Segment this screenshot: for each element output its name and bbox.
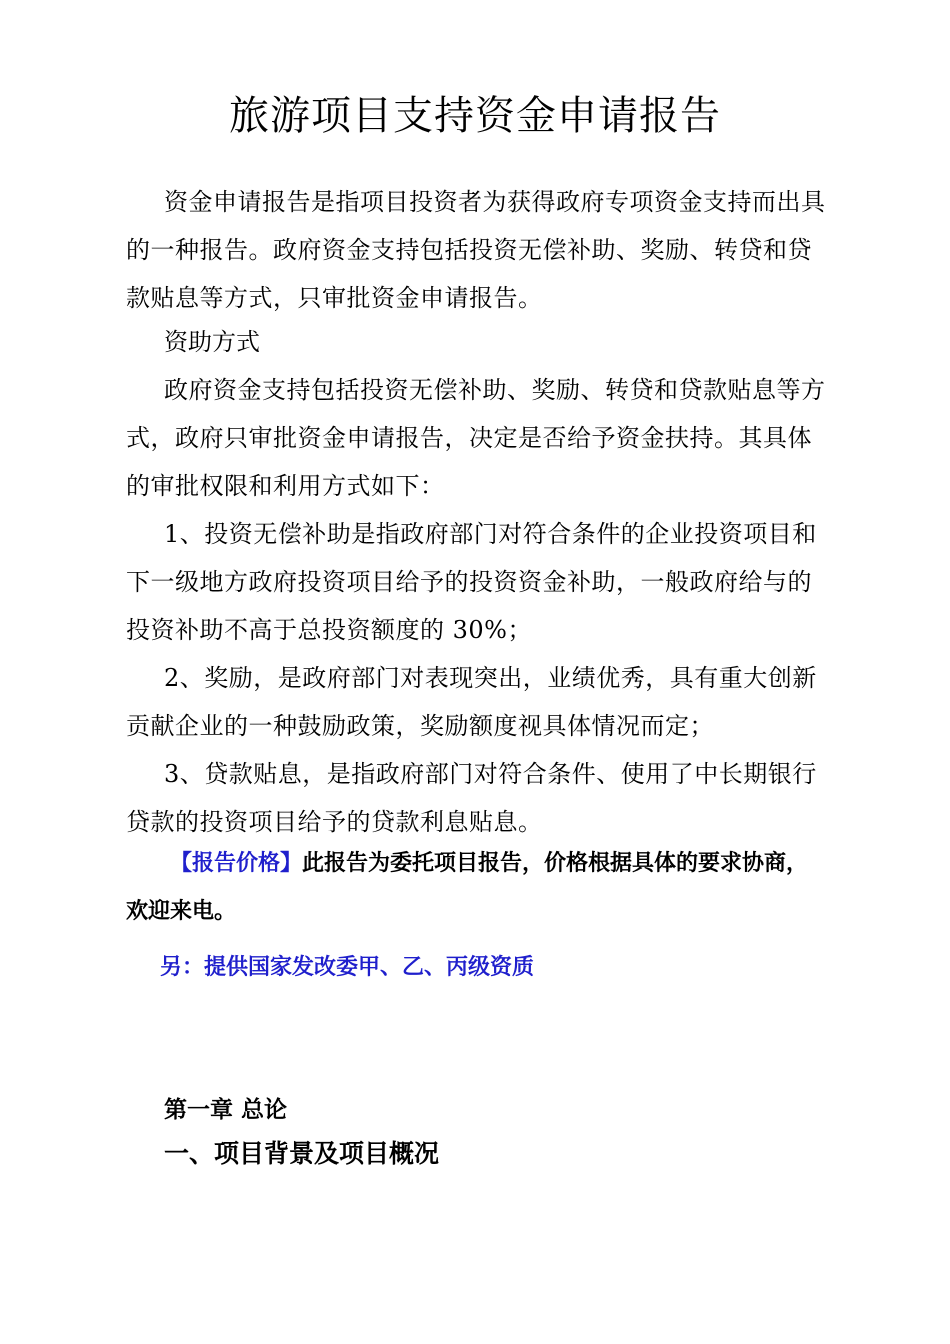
section-heading: 一、项目背景及项目概况 (164, 1139, 440, 1168)
item-1-paragraph: 1、投资无偿补助是指政府部门对符合条件的企业投资项目和下一级地方政府投资项目给予的投资资金补助，一般政府给与的投资补助不高于总投资额度的 30%； (126, 520, 817, 644)
funding-heading: 资助方式 (164, 328, 260, 356)
price-text-continued: 欢迎来电。 (126, 899, 237, 924)
price-label: 【报告价格】 (170, 851, 303, 876)
qualification-note: 另：提供国家发改委甲、乙、丙级资质 (160, 955, 535, 980)
item-3-paragraph: 3、贷款贴息，是指政府部门对符合条件、使用了中长期银行贷款的投资项目给予的贷款利息贴息。 (126, 760, 817, 836)
price-text: 此报告为委托项目报告，价格根据具体的要求协商， (302, 851, 809, 876)
intro-paragraph: 资金申请报告是指项目投资者为获得政府专项资金支持而出具的一种报告。政府资金支持包括投资无偿补助、奖励、转贷和贷款贴息等方式，只审批资金申请报告。 (126, 188, 826, 312)
item-2-paragraph: 2、奖励，是政府部门对表现突出，业绩优秀，具有重大创新贡献企业的一种鼓励政策，奖励额度视具体情况而定； (126, 664, 817, 740)
price-line (170, 840, 808, 888)
document-title: 旅游项目支持资金申请报告 (229, 93, 721, 139)
chapter-heading: 第一章 总论 (164, 1097, 288, 1123)
funding-paragraph: 政府资金支持包括投资无偿补助、奖励、转贷和贷款贴息等方式，政府只审批资金申请报告，决定是否给予资金扶持。其具体的审批权限和利用方式如下： (126, 376, 826, 500)
